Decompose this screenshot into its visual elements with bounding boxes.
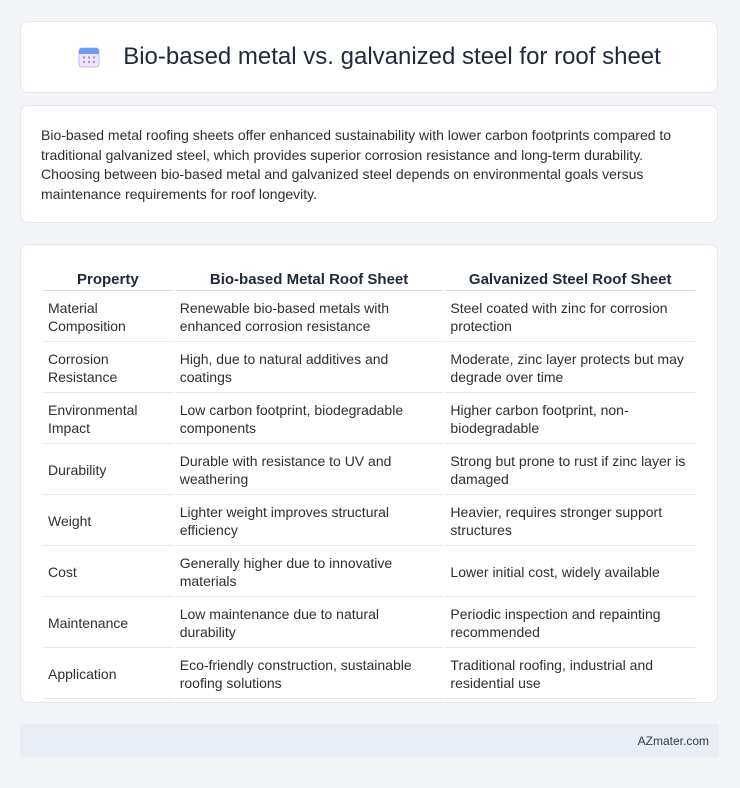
galvanized-cell: Traditional roofing, industrial and residential use <box>445 650 695 699</box>
page-title <box>77 43 661 71</box>
bio-based-cell: High, due to natural additives and coatings <box>175 344 444 393</box>
galvanized-cell: Lower initial cost, widely available <box>445 548 695 597</box>
bio-based-cell: Durable with resistance to UV and weathering <box>175 446 444 495</box>
table-row <box>43 650 695 699</box>
galvanized-cell: Heavier, requires stronger support structures <box>445 497 695 546</box>
table-row <box>43 344 695 393</box>
table-row <box>43 548 695 597</box>
title-card <box>20 21 718 93</box>
table-row <box>43 497 695 546</box>
galvanized-cell: Periodic inspection and repainting recommended <box>445 599 695 648</box>
property-cell: Material Composition <box>43 293 173 342</box>
bio-based-cell: Low carbon footprint, biodegradable components <box>175 395 444 444</box>
property-cell: Cost <box>43 548 173 597</box>
column-header-property: Property <box>43 268 173 291</box>
bio-based-cell: Renewable bio-based metals with enhanced corrosion resistance <box>175 293 444 342</box>
bio-based-cell: Low maintenance due to natural durability <box>175 599 444 648</box>
galvanized-cell: Moderate, zinc layer protects but may degrade over time <box>445 344 695 393</box>
property-cell: Application <box>43 650 173 699</box>
property-cell: Weight <box>43 497 173 546</box>
bio-based-cell: Eco-friendly construction, sustainable roofing solutions <box>175 650 444 699</box>
comparison-table <box>41 266 697 701</box>
page-title-text: Bio-based metal vs. galvanized steel for roof sheet <box>123 43 661 70</box>
table-row <box>43 446 695 495</box>
footer-brand[interactable]: AZmater.com <box>637 733 709 748</box>
bio-based-cell: Lighter weight improves structural efficiency <box>175 497 444 546</box>
table-header-row <box>43 268 695 291</box>
table-row <box>43 599 695 648</box>
property-cell: Environmental Impact <box>43 395 173 444</box>
column-header-bio-based: Bio-based Metal Roof Sheet <box>175 268 444 291</box>
property-cell: Maintenance <box>43 599 173 648</box>
column-header-galvanized: Galvanized Steel Roof Sheet <box>445 268 695 291</box>
galvanized-cell: Steel coated with zinc for corrosion protection <box>445 293 695 342</box>
table-row <box>43 395 695 444</box>
table-row <box>43 293 695 342</box>
intro-card <box>20 105 718 223</box>
property-cell: Corrosion Resistance <box>43 344 173 393</box>
footer-bar <box>20 724 719 757</box>
galvanized-cell: Strong but prone to rust if zinc layer is damaged <box>445 446 695 495</box>
property-cell: Durability <box>43 446 173 495</box>
galvanized-cell: Higher carbon footprint, non-biodegradable <box>445 395 695 444</box>
comparison-table-card <box>20 244 718 703</box>
bio-based-cell: Generally higher due to innovative materials <box>175 548 444 597</box>
calendar-icon <box>77 45 101 69</box>
intro-text: Bio-based metal roofing sheets offer enhanced sustainability with lower carbon footprints compared to traditional galvanized steel, which provides superior corrosion resistance and long-term durability. Choosing between bio-based metal and galvanized steel depends on environmental goals versus maintenance requirements for roof longevity. <box>41 127 672 202</box>
